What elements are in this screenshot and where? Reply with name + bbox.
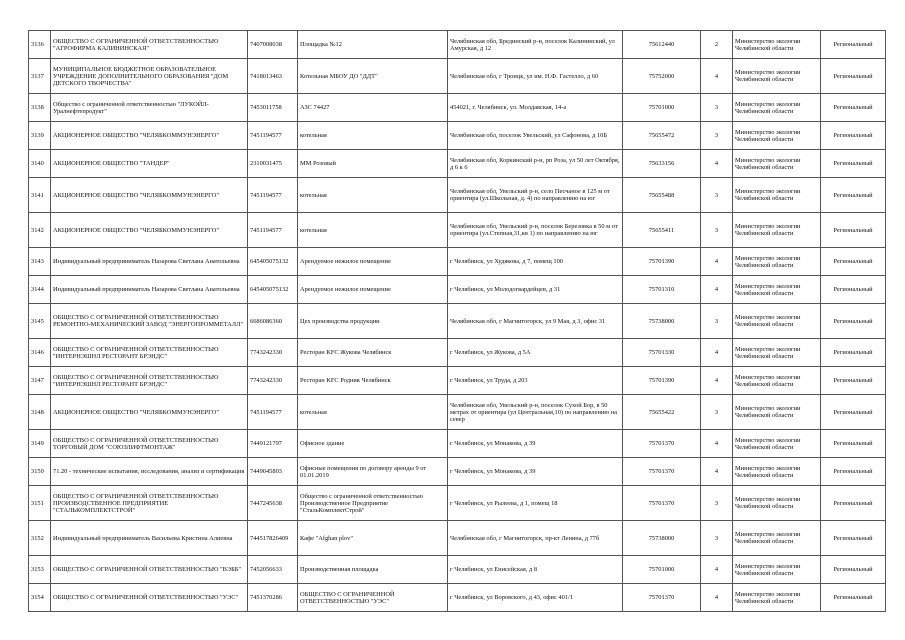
object-address-cell: г Челябинск, ул Жукова, д 5А (448, 339, 623, 367)
organization-name-cell: ОБЩЕСТВО С ОГРАНИЧЕННОЙ ОТВЕТСТВЕННОСТЬЮ "УЭС" (51, 584, 248, 612)
inn-number-cell: 7407008038 (248, 31, 298, 59)
organization-name-cell: 71.20 - технические испытания, исследования, анализ и сертификация (51, 458, 248, 486)
supervising-authority-cell: Министерство экологии Челябинской области (733, 367, 821, 395)
row-number-cell: 3139 (29, 122, 51, 150)
category-cell: 3 (701, 304, 733, 339)
oktmo-code-cell: 75701370 (623, 486, 701, 521)
inn-number-cell: 7743242330 (248, 367, 298, 395)
supervision-level-cell: Региональный (821, 248, 886, 276)
oktmo-code-cell: 75752000 (623, 59, 701, 94)
oktmo-code-cell: 75633156 (623, 150, 701, 178)
supervision-level-cell: Региональный (821, 304, 886, 339)
table-row (29, 31, 886, 59)
organization-name-cell: ОБЩЕСТВО С ОГРАНИЧЕННОЙ ОТВЕТСТВЕННОСТЬЮ ТОРГОВЫЙ ДОМ "СОЮЗЛИФТМОНТАЖ" (51, 430, 248, 458)
oktmo-code-cell: 75701390 (623, 248, 701, 276)
object-address-cell: Челябинская обл, г Магнитогорск, ул 9 Мая, д 3, офис 31 (448, 304, 623, 339)
table-row (29, 430, 886, 458)
object-address-cell: Челябинская обл, Увельский р-н, поселок Сухой Бор, в 50 метрах от ориентира (ул Центральная,10) по направлению на север (448, 395, 623, 430)
supervising-authority-cell: Министерство экологии Челябинской области (733, 521, 821, 556)
object-address-cell: Челябинская обл, Брединский р-н, поселок Калининский, ул Амурская, д 12 (448, 31, 623, 59)
supervising-authority-cell: Министерство экологии Челябинской области (733, 458, 821, 486)
category-cell: 2 (701, 31, 733, 59)
table-row (29, 178, 886, 213)
organization-name-cell: АКЦИОНЕРНОЕ ОБЩЕСТВО "ТАНДЕР" (51, 150, 248, 178)
table-row (29, 367, 886, 395)
inn-number-cell: 7449121797 (248, 430, 298, 458)
object-name-cell: Кафе "Afghan plov" (298, 521, 448, 556)
object-address-cell: г Челябинск, ул Енисейская, д 8 (448, 556, 623, 584)
oktmo-code-cell: 75701370 (623, 584, 701, 612)
object-name-cell: Цех производства продукции (298, 304, 448, 339)
supervision-level-cell: Региональный (821, 458, 886, 486)
supervising-authority-cell: Министерство экологии Челябинской области (733, 150, 821, 178)
table-row (29, 458, 886, 486)
object-name-cell: Арендуемое нежилое помещение (298, 276, 448, 304)
object-name-cell: котельная (298, 395, 448, 430)
inn-number-cell: 744517826409 (248, 521, 298, 556)
category-cell: 3 (701, 395, 733, 430)
inn-number-cell: 645405075132 (248, 248, 298, 276)
organization-name-cell: ОБЩЕСТВО С ОГРАНИЧЕННОЙ ОТВЕТСТВЕННОСТЬЮ РЕМОНТНО-МЕХАНИЧЕСКИЙ ЗАВОД "ЭНЕРГОПРОММЕТАЛЛ" (51, 304, 248, 339)
object-address-cell: г Челябинск, ул Молодогвардейцев, д 31 (448, 276, 623, 304)
supervision-level-cell: Региональный (821, 213, 886, 248)
object-name-cell: Ресторан KFC Жукова Челябинск (298, 339, 448, 367)
inn-number-cell: 2310031475 (248, 150, 298, 178)
table-row (29, 486, 886, 521)
object-name-cell: Общество с ограниченной ответственностью Производственное Предприятие "СтальКомплектСтрой" (298, 486, 448, 521)
organization-name-cell: АКЦИОНЕРНОЕ ОБЩЕСТВО "ЧЕЛЯБКОММУНЭНЕРГО" (51, 122, 248, 150)
supervising-authority-cell: Министерство экологии Челябинской области (733, 31, 821, 59)
supervising-authority-cell: Министерство экологии Челябинской области (733, 584, 821, 612)
organization-name-cell: ОБЩЕСТВО С ОГРАНИЧЕННОЙ ОТВЕТСТВЕННОСТЬЮ "АГРОФИРМА КАЛИНИНСКАЯ" (51, 31, 248, 59)
oktmo-code-cell: 75738000 (623, 304, 701, 339)
supervising-authority-cell: Министерство экологии Челябинской области (733, 178, 821, 213)
category-cell: 4 (701, 150, 733, 178)
supervision-level-cell: Региональный (821, 584, 886, 612)
object-address-cell: г Челябинск, ул Воровского, д 43, офис 401/1 (448, 584, 623, 612)
table-row (29, 248, 886, 276)
category-cell: 3 (701, 94, 733, 122)
supervising-authority-cell: Министерство экологии Челябинской области (733, 248, 821, 276)
supervising-authority-cell: Министерство экологии Челябинской области (733, 276, 821, 304)
supervision-level-cell: Региональный (821, 31, 886, 59)
inn-number-cell: 7418013463 (248, 59, 298, 94)
row-number-cell: 3146 (29, 339, 51, 367)
category-cell: 4 (701, 430, 733, 458)
oktmo-code-cell: 75655422 (623, 395, 701, 430)
object-name-cell: котельная (298, 178, 448, 213)
supervision-level-cell: Региональный (821, 556, 886, 584)
supervision-level-cell: Региональный (821, 395, 886, 430)
object-name-cell: Офисные помещения по договору аренды 9 от 01.01.2019 (298, 458, 448, 486)
supervision-level-cell: Региональный (821, 59, 886, 94)
row-number-cell: 3153 (29, 556, 51, 584)
supervising-authority-cell: Министерство экологии Челябинской области (733, 213, 821, 248)
organization-name-cell: Индивидуальный предприниматель Назарова Светлана Анатольевна (51, 248, 248, 276)
oktmo-code-cell: 75701370 (623, 430, 701, 458)
category-cell: 4 (701, 339, 733, 367)
object-address-cell: Челябинская обл, г Магнитогорск, пр-кт Ленина, д 77б (448, 521, 623, 556)
table-row (29, 150, 886, 178)
supervision-level-cell: Региональный (821, 367, 886, 395)
row-number-cell: 3141 (29, 178, 51, 213)
inn-number-cell: 7451194577 (248, 213, 298, 248)
inn-number-cell: 7451194577 (248, 178, 298, 213)
inn-number-cell: 7452056633 (248, 556, 298, 584)
category-cell: 3 (701, 521, 733, 556)
oktmo-code-cell: 75655411 (623, 213, 701, 248)
organization-name-cell: Общество с ограниченной ответственностью "ЛУКОЙЛ-Уралнефтепродукт" (51, 94, 248, 122)
table-row (29, 556, 886, 584)
supervision-level-cell: Региональный (821, 122, 886, 150)
supervising-authority-cell: Министерство экологии Челябинской области (733, 304, 821, 339)
row-number-cell: 3148 (29, 395, 51, 430)
inn-number-cell: 645405075132 (248, 276, 298, 304)
inn-number-cell: 7451194577 (248, 122, 298, 150)
table-row (29, 94, 886, 122)
oktmo-code-cell: 75701310 (623, 276, 701, 304)
supervising-authority-cell: Министерство экологии Челябинской области (733, 395, 821, 430)
object-name-cell: котельная (298, 213, 448, 248)
object-name-cell: Площадка №12 (298, 31, 448, 59)
inn-number-cell: 7449045803 (248, 458, 298, 486)
supervision-level-cell: Региональный (821, 339, 886, 367)
table-row (29, 521, 886, 556)
supervision-level-cell: Региональный (821, 178, 886, 213)
category-cell: 3 (701, 486, 733, 521)
registry-table (28, 30, 886, 612)
object-name-cell: АЗС 74427 (298, 94, 448, 122)
inn-number-cell: 6686086360 (248, 304, 298, 339)
inn-number-cell: 7743242330 (248, 339, 298, 367)
object-address-cell: Челябинская обл, г Троицк, ул им. Н.Ф. Гастелло, д 60 (448, 59, 623, 94)
object-name-cell: Производственная площадка (298, 556, 448, 584)
table-row (29, 584, 886, 612)
table-row (29, 213, 886, 248)
supervising-authority-cell: Министерство экологии Челябинской области (733, 94, 821, 122)
row-number-cell: 3151 (29, 486, 51, 521)
organization-name-cell: МУНИЦИПАЛЬНОЕ БЮДЖЕТНОЕ ОБРАЗОВАТЕЛЬНОЕ УЧРЕЖДЕНИЕ ДОПОЛНИТЕЛЬНОГО ОБРАЗОВАНИЯ "ДОМ ДЕТСКОГО ТВОРЧЕСТВА" (51, 59, 248, 94)
table-row (29, 339, 886, 367)
row-number-cell: 3150 (29, 458, 51, 486)
oktmo-code-cell: 75701390 (623, 367, 701, 395)
supervision-level-cell: Региональный (821, 521, 886, 556)
category-cell: 4 (701, 458, 733, 486)
supervision-level-cell: Региональный (821, 94, 886, 122)
organization-name-cell: АКЦИОНЕРНОЕ ОБЩЕСТВО "ЧЕЛЯБКОММУНЭНЕРГО" (51, 178, 248, 213)
object-name-cell: ММ Розовый (298, 150, 448, 178)
supervision-level-cell: Региональный (821, 430, 886, 458)
category-cell: 4 (701, 367, 733, 395)
organization-name-cell: Индивидуальный предприниматель Васильева Кристина Алиевна (51, 521, 248, 556)
supervising-authority-cell: Министерство экологии Челябинской области (733, 122, 821, 150)
category-cell: 3 (701, 178, 733, 213)
supervision-level-cell: Региональный (821, 486, 886, 521)
organization-name-cell: АКЦИОНЕРНОЕ ОБЩЕСТВО "ЧЕЛЯБКОММУНЭНЕРГО" (51, 213, 248, 248)
supervising-authority-cell: Министерство экологии Челябинской области (733, 339, 821, 367)
category-cell: 4 (701, 276, 733, 304)
object-address-cell: г Челябинск, ул Монакова, д 39 (448, 458, 623, 486)
object-name-cell: Ресторан KFC Родник Челябинск (298, 367, 448, 395)
supervising-authority-cell: Министерство экологии Челябинской области (733, 556, 821, 584)
row-number-cell: 3138 (29, 94, 51, 122)
oktmo-code-cell: 75701330 (623, 339, 701, 367)
row-number-cell: 3143 (29, 248, 51, 276)
table-row (29, 59, 886, 94)
oktmo-code-cell: 75612440 (623, 31, 701, 59)
category-cell: 4 (701, 584, 733, 612)
category-cell: 4 (701, 248, 733, 276)
organization-name-cell: ОБЩЕСТВО С ОГРАНИЧЕННОЙ ОТВЕТСТВЕННОСТЬЮ "ВЭББ" (51, 556, 248, 584)
organization-name-cell: ОБЩЕСТВО С ОГРАНИЧЕННОЙ ОТВЕТСТВЕННОСТЬЮ ПРОИЗВОДСТВЕННОЕ ПРЕДПРИЯТИЕ "СТАЛЬКОМПЛЕКТСТРОЙ" (51, 486, 248, 521)
organization-name-cell: Индивидуальный предприниматель Назарова Светлана Анатольевна (51, 276, 248, 304)
category-cell: 3 (701, 122, 733, 150)
object-address-cell: Челябинская обл, поселок Увельский, ул Сафонова, д 10Б (448, 122, 623, 150)
inn-number-cell: 7453011758 (248, 94, 298, 122)
row-number-cell: 3154 (29, 584, 51, 612)
table-row (29, 276, 886, 304)
inn-number-cell: 7451194577 (248, 395, 298, 430)
object-name-cell: котельная (298, 122, 448, 150)
object-address-cell: Челябинская обл, Увельский р-н, село Песчаное в 125 м от ориентира (ул.Школьная, д. 4) по направлению на юг (448, 178, 623, 213)
supervising-authority-cell: Министерство экологии Челябинской области (733, 430, 821, 458)
category-cell: 3 (701, 213, 733, 248)
table-row (29, 395, 886, 430)
organization-name-cell: ОБЩЕСТВО С ОГРАНИЧЕННОЙ ОТВЕТСТВЕННОСТЬЮ "ИНТЕРНЭШНЛ РЕСТОРАНТ БРЭНДС" (51, 367, 248, 395)
table-row (29, 304, 886, 339)
object-address-cell: 454021, г. Челябинск, ул. Молдавская, 14-а (448, 94, 623, 122)
registry-sheet (28, 30, 885, 612)
supervision-level-cell: Региональный (821, 276, 886, 304)
object-address-cell: г Челябинск, ул Труда, д 203 (448, 367, 623, 395)
organization-name-cell: АКЦИОНЕРНОЕ ОБЩЕСТВО "ЧЕЛЯБКОММУНЭНЕРГО" (51, 395, 248, 430)
object-address-cell: г Челябинск, ул Худякова, д 7, помещ 100 (448, 248, 623, 276)
row-number-cell: 3147 (29, 367, 51, 395)
supervising-authority-cell: Министерство экологии Челябинской области (733, 486, 821, 521)
registry-table-body (29, 31, 886, 612)
oktmo-code-cell: 75738000 (623, 521, 701, 556)
object-name-cell: Офисное здание (298, 430, 448, 458)
row-number-cell: 3149 (29, 430, 51, 458)
object-address-cell: г Челябинск, ул Монакова, д 39 (448, 430, 623, 458)
supervising-authority-cell: Министерство экологии Челябинской области (733, 59, 821, 94)
inn-number-cell: 7447245638 (248, 486, 298, 521)
object-address-cell: Челябинская обл, Коркинский р-н, рп Роза, ул 50 лет Октября, д 6 к 6 (448, 150, 623, 178)
row-number-cell: 3145 (29, 304, 51, 339)
row-number-cell: 3144 (29, 276, 51, 304)
row-number-cell: 3137 (29, 59, 51, 94)
category-cell: 4 (701, 59, 733, 94)
object-address-cell: г Челябинск, ул Рылеева, д 1, помещ 18 (448, 486, 623, 521)
object-address-cell: Челябинская обл, Увельский р-н, поселок Березовка в 50 м от ориентира (ул.Степная,31,кв 1) по направлению на юг (448, 213, 623, 248)
oktmo-code-cell: 75701000 (623, 94, 701, 122)
category-cell: 4 (701, 556, 733, 584)
object-name-cell: Котельная МБОУ ДО "ДДТ" (298, 59, 448, 94)
oktmo-code-cell: 75655488 (623, 178, 701, 213)
table-row (29, 122, 886, 150)
oktmo-code-cell: 75655472 (623, 122, 701, 150)
row-number-cell: 3136 (29, 31, 51, 59)
oktmo-code-cell: 75701000 (623, 556, 701, 584)
row-number-cell: 3142 (29, 213, 51, 248)
inn-number-cell: 7451370286 (248, 584, 298, 612)
oktmo-code-cell: 75701370 (623, 458, 701, 486)
supervision-level-cell: Региональный (821, 150, 886, 178)
object-name-cell: ОБЩЕСТВО С ОГРАНИЧЕННОЙ ОТВЕТСТВЕННОСТЬЮ "УЭС" (298, 584, 448, 612)
object-name-cell: Арендуемое нежилое помещение (298, 248, 448, 276)
organization-name-cell: ОБЩЕСТВО С ОГРАНИЧЕННОЙ ОТВЕТСТВЕННОСТЬЮ "ИНТЕРНЭШНЛ РЕСТОРАНТ БРЭНДС" (51, 339, 248, 367)
row-number-cell: 3152 (29, 521, 51, 556)
row-number-cell: 3140 (29, 150, 51, 178)
